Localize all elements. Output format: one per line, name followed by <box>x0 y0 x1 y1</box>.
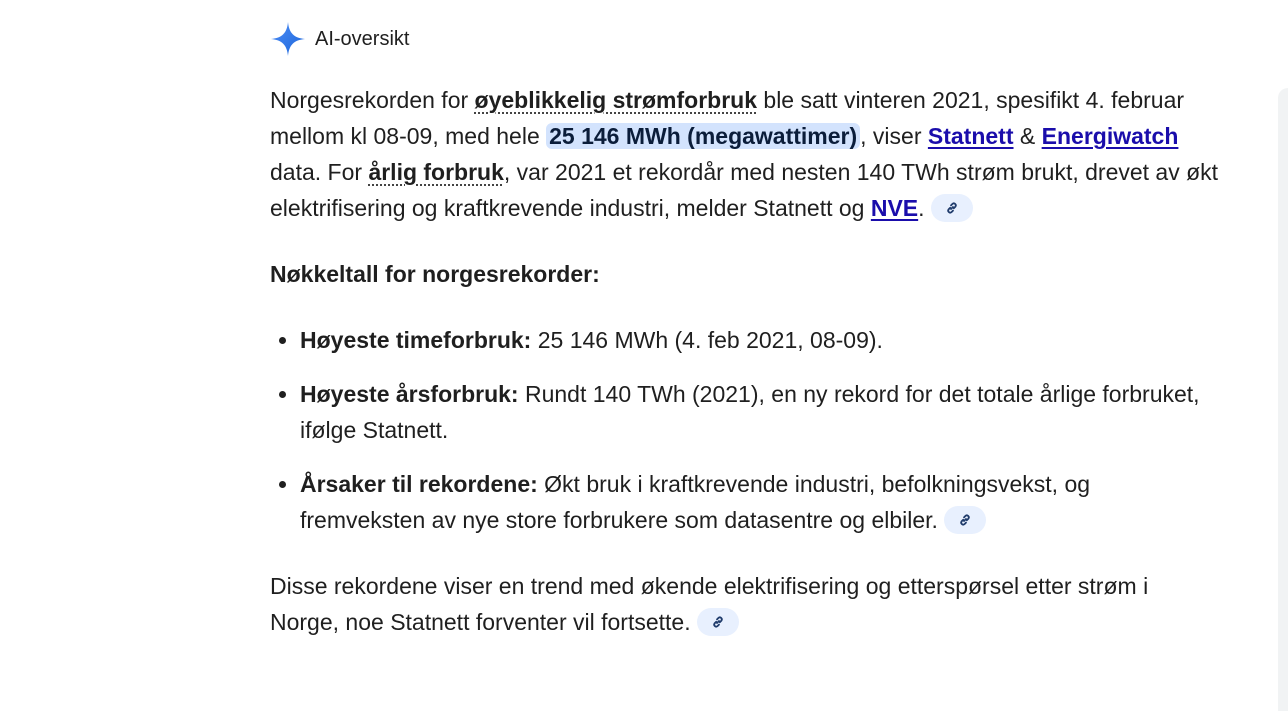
link-nve[interactable]: NVE <box>870 195 919 221</box>
link-icon <box>710 614 726 630</box>
key-figures-heading: Nøkkeltall for norgesrekorder: <box>270 261 600 287</box>
link-icon <box>944 200 960 216</box>
bullet-text: Rundt 140 TWh (2021), en ny rekord for det totale årlige forbruket, ifølge Statnett. <box>300 381 1200 443</box>
closing-paragraph <box>270 568 1220 640</box>
source-link-chip[interactable] <box>931 194 973 222</box>
highlighted-record-value: 25 146 MWh (megawattimer) <box>546 123 860 149</box>
side-panel-edge <box>1278 88 1288 711</box>
intro-text-1: Norgesrekorden for <box>270 87 475 113</box>
list-item <box>300 466 1220 538</box>
ai-overview <box>270 0 1220 640</box>
intro-text-7: . <box>918 195 925 221</box>
ai-overview-title: AI-oversikt <box>315 27 410 50</box>
term-annual-consumption[interactable]: årlig forbruk <box>368 159 504 185</box>
term-instant-consumption[interactable]: øyeblikkelig strømforbruk <box>474 87 758 113</box>
bullet-label: Høyeste timeforbruk: <box>300 327 532 353</box>
intro-text-2: ble satt vinteren 2021, spesifikt 4. februar mellom kl 08-09, med hele <box>270 87 1185 149</box>
bullet-label: Høyeste årsforbruk: <box>300 381 519 407</box>
intro-text-5: data. For <box>270 159 369 185</box>
link-energiwatch[interactable]: Energiwatch <box>1041 123 1179 149</box>
intro-paragraph <box>270 82 1220 226</box>
link-icon <box>957 512 973 528</box>
gemini-spark-icon <box>270 21 306 57</box>
closing-text: Disse rekordene viser en trend med økende elektrifisering og etterspørsel etter strøm i Norge, noe Statnett forventer vil fortsette. <box>270 573 1149 635</box>
bullet-text: 25 146 MWh (4. feb 2021, 08-09). <box>531 327 883 353</box>
list-item <box>300 376 1220 448</box>
bullet-text: Økt bruk i kraftkrevende industri, befolkningsvekst, og fremveksten av nye store forbrukere som datasentre og elbiler. <box>300 471 1091 533</box>
ai-overview-header <box>270 0 1220 78</box>
intro-text-6: , var 2021 et rekordår med nesten 140 TWh strøm brukt, drevet av økt elektrifisering og kraftkrevende industri, melder Statnett og <box>270 159 1219 221</box>
list-item <box>300 322 1220 358</box>
source-link-chip[interactable] <box>697 608 739 636</box>
link-statnett[interactable]: Statnett <box>927 123 1014 149</box>
source-link-chip[interactable] <box>944 506 986 534</box>
intro-text-3: , viser <box>860 123 928 149</box>
key-figures-list <box>270 322 1220 538</box>
bullet-label: Årsaker til rekordene: <box>300 471 538 497</box>
intro-text-4: & <box>1013 123 1042 149</box>
